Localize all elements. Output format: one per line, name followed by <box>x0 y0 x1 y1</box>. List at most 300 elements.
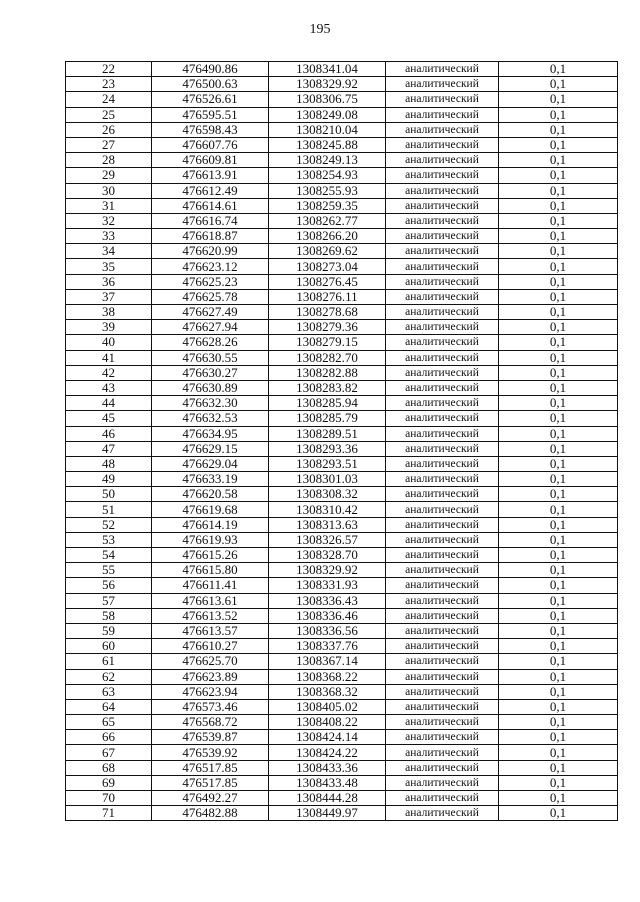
x-coordinate-cell: 476492.27 <box>152 791 269 806</box>
x-coordinate-cell: 476623.12 <box>152 259 269 274</box>
point-number-cell: 64 <box>66 699 152 714</box>
accuracy-cell: 0,1 <box>499 730 618 745</box>
point-number-cell: 40 <box>66 335 152 350</box>
y-coordinate-cell: 1308285.94 <box>269 396 386 411</box>
x-coordinate-cell: 476482.88 <box>152 806 269 821</box>
y-coordinate-cell: 1308259.35 <box>269 198 386 213</box>
x-coordinate-cell: 476607.76 <box>152 137 269 152</box>
method-cell: аналитический <box>386 532 499 547</box>
table-row <box>66 274 618 289</box>
x-coordinate-cell: 476620.58 <box>152 487 269 502</box>
table-row <box>66 198 618 213</box>
table-row <box>66 669 618 684</box>
x-coordinate-cell: 476595.51 <box>152 107 269 122</box>
y-coordinate-cell: 1308337.76 <box>269 639 386 654</box>
y-coordinate-cell: 1308249.08 <box>269 107 386 122</box>
y-coordinate-cell: 1308266.20 <box>269 229 386 244</box>
accuracy-cell: 0,1 <box>499 153 618 168</box>
point-number-cell: 46 <box>66 426 152 441</box>
point-number-cell: 47 <box>66 441 152 456</box>
x-coordinate-cell: 476500.63 <box>152 77 269 92</box>
x-coordinate-cell: 476615.80 <box>152 563 269 578</box>
point-number-cell: 34 <box>66 244 152 259</box>
x-coordinate-cell: 476630.27 <box>152 365 269 380</box>
x-coordinate-cell: 476625.78 <box>152 289 269 304</box>
page-number: 195 <box>309 22 331 37</box>
method-cell: аналитический <box>386 335 499 350</box>
table-row <box>66 335 618 350</box>
accuracy-cell: 0,1 <box>499 335 618 350</box>
x-coordinate-cell: 476609.81 <box>152 153 269 168</box>
accuracy-cell: 0,1 <box>499 229 618 244</box>
point-number-cell: 57 <box>66 593 152 608</box>
method-cell: аналитический <box>386 289 499 304</box>
point-number-cell: 43 <box>66 380 152 395</box>
y-coordinate-cell: 1308293.51 <box>269 456 386 471</box>
accuracy-cell: 0,1 <box>499 623 618 638</box>
point-number-cell: 27 <box>66 137 152 152</box>
y-coordinate-cell: 1308255.93 <box>269 183 386 198</box>
point-number-cell: 70 <box>66 791 152 806</box>
x-coordinate-cell: 476625.23 <box>152 274 269 289</box>
table-row <box>66 305 618 320</box>
table-row <box>66 62 618 77</box>
accuracy-cell: 0,1 <box>499 639 618 654</box>
y-coordinate-cell: 1308306.75 <box>269 92 386 107</box>
accuracy-cell: 0,1 <box>499 380 618 395</box>
accuracy-cell: 0,1 <box>499 365 618 380</box>
method-cell: аналитический <box>386 441 499 456</box>
accuracy-cell: 0,1 <box>499 517 618 532</box>
accuracy-cell: 0,1 <box>499 168 618 183</box>
coordinates-table-body <box>66 62 618 821</box>
method-cell: аналитический <box>386 487 499 502</box>
x-coordinate-cell: 476625.70 <box>152 654 269 669</box>
accuracy-cell: 0,1 <box>499 198 618 213</box>
method-cell: аналитический <box>386 775 499 790</box>
accuracy-cell: 0,1 <box>499 244 618 259</box>
method-cell: аналитический <box>386 456 499 471</box>
accuracy-cell: 0,1 <box>499 654 618 669</box>
y-coordinate-cell: 1308269.62 <box>269 244 386 259</box>
point-number-cell: 67 <box>66 745 152 760</box>
y-coordinate-cell: 1308433.48 <box>269 775 386 790</box>
y-coordinate-cell: 1308293.36 <box>269 441 386 456</box>
point-number-cell: 22 <box>66 62 152 77</box>
accuracy-cell: 0,1 <box>499 426 618 441</box>
y-coordinate-cell: 1308276.11 <box>269 289 386 304</box>
table-row <box>66 259 618 274</box>
x-coordinate-cell: 476573.46 <box>152 699 269 714</box>
table-row <box>66 122 618 137</box>
table-row <box>66 699 618 714</box>
accuracy-cell: 0,1 <box>499 745 618 760</box>
table-row <box>66 153 618 168</box>
method-cell: аналитический <box>386 502 499 517</box>
y-coordinate-cell: 1308249.13 <box>269 153 386 168</box>
method-cell: аналитический <box>386 62 499 77</box>
table-row <box>66 548 618 563</box>
method-cell: аналитический <box>386 426 499 441</box>
table-row <box>66 502 618 517</box>
method-cell: аналитический <box>386 411 499 426</box>
x-coordinate-cell: 476611.41 <box>152 578 269 593</box>
table-row <box>66 320 618 335</box>
table-row <box>66 715 618 730</box>
x-coordinate-cell: 476632.30 <box>152 396 269 411</box>
method-cell: аналитический <box>386 320 499 335</box>
table-row <box>66 396 618 411</box>
table-row <box>66 639 618 654</box>
accuracy-cell: 0,1 <box>499 289 618 304</box>
table-row <box>66 745 618 760</box>
y-coordinate-cell: 1308367.14 <box>269 654 386 669</box>
x-coordinate-cell: 476629.15 <box>152 441 269 456</box>
point-number-cell: 30 <box>66 183 152 198</box>
y-coordinate-cell: 1308329.92 <box>269 563 386 578</box>
table-row <box>66 654 618 669</box>
table-row <box>66 77 618 92</box>
y-coordinate-cell: 1308310.42 <box>269 502 386 517</box>
method-cell: аналитический <box>386 229 499 244</box>
x-coordinate-cell: 476630.89 <box>152 380 269 395</box>
x-coordinate-cell: 476613.52 <box>152 608 269 623</box>
table-row <box>66 411 618 426</box>
method-cell: аналитический <box>386 684 499 699</box>
method-cell: аналитический <box>386 305 499 320</box>
accuracy-cell: 0,1 <box>499 107 618 122</box>
y-coordinate-cell: 1308279.36 <box>269 320 386 335</box>
method-cell: аналитический <box>386 396 499 411</box>
point-number-cell: 71 <box>66 806 152 821</box>
y-coordinate-cell: 1308276.45 <box>269 274 386 289</box>
method-cell: аналитический <box>386 608 499 623</box>
point-number-cell: 32 <box>66 213 152 228</box>
x-coordinate-cell: 476598.43 <box>152 122 269 137</box>
method-cell: аналитический <box>386 806 499 821</box>
point-number-cell: 39 <box>66 320 152 335</box>
table-row <box>66 791 618 806</box>
x-coordinate-cell: 476619.93 <box>152 532 269 547</box>
point-number-cell: 33 <box>66 229 152 244</box>
method-cell: аналитический <box>386 77 499 92</box>
table-row <box>66 350 618 365</box>
point-number-cell: 51 <box>66 502 152 517</box>
x-coordinate-cell: 476568.72 <box>152 715 269 730</box>
table-row <box>66 487 618 502</box>
accuracy-cell: 0,1 <box>499 791 618 806</box>
x-coordinate-cell: 476517.85 <box>152 760 269 775</box>
y-coordinate-cell: 1308245.88 <box>269 137 386 152</box>
accuracy-cell: 0,1 <box>499 350 618 365</box>
x-coordinate-cell: 476614.61 <box>152 198 269 213</box>
accuracy-cell: 0,1 <box>499 593 618 608</box>
y-coordinate-cell: 1308433.36 <box>269 760 386 775</box>
x-coordinate-cell: 476615.26 <box>152 548 269 563</box>
accuracy-cell: 0,1 <box>499 259 618 274</box>
y-coordinate-cell: 1308368.22 <box>269 669 386 684</box>
y-coordinate-cell: 1308328.70 <box>269 548 386 563</box>
accuracy-cell: 0,1 <box>499 472 618 487</box>
y-coordinate-cell: 1308289.51 <box>269 426 386 441</box>
table-row <box>66 456 618 471</box>
accuracy-cell: 0,1 <box>499 456 618 471</box>
point-number-cell: 65 <box>66 715 152 730</box>
y-coordinate-cell: 1308405.02 <box>269 699 386 714</box>
x-coordinate-cell: 476632.53 <box>152 411 269 426</box>
table-row <box>66 426 618 441</box>
point-number-cell: 53 <box>66 532 152 547</box>
method-cell: аналитический <box>386 730 499 745</box>
accuracy-cell: 0,1 <box>499 77 618 92</box>
table-row <box>66 365 618 380</box>
point-number-cell: 36 <box>66 274 152 289</box>
accuracy-cell: 0,1 <box>499 684 618 699</box>
point-number-cell: 23 <box>66 77 152 92</box>
x-coordinate-cell: 476627.94 <box>152 320 269 335</box>
y-coordinate-cell: 1308341.04 <box>269 62 386 77</box>
x-coordinate-cell: 476629.04 <box>152 456 269 471</box>
x-coordinate-cell: 476610.27 <box>152 639 269 654</box>
point-number-cell: 25 <box>66 107 152 122</box>
y-coordinate-cell: 1308331.93 <box>269 578 386 593</box>
table-row <box>66 730 618 745</box>
method-cell: аналитический <box>386 578 499 593</box>
point-number-cell: 29 <box>66 168 152 183</box>
accuracy-cell: 0,1 <box>499 396 618 411</box>
table-row <box>66 775 618 790</box>
method-cell: аналитический <box>386 168 499 183</box>
method-cell: аналитический <box>386 548 499 563</box>
point-number-cell: 44 <box>66 396 152 411</box>
point-number-cell: 69 <box>66 775 152 790</box>
y-coordinate-cell: 1308273.04 <box>269 259 386 274</box>
table-row <box>66 593 618 608</box>
method-cell: аналитический <box>386 517 499 532</box>
accuracy-cell: 0,1 <box>499 532 618 547</box>
y-coordinate-cell: 1308285.79 <box>269 411 386 426</box>
point-number-cell: 28 <box>66 153 152 168</box>
method-cell: аналитический <box>386 198 499 213</box>
table-row <box>66 168 618 183</box>
table-row <box>66 806 618 821</box>
y-coordinate-cell: 1308424.22 <box>269 745 386 760</box>
point-number-cell: 60 <box>66 639 152 654</box>
point-number-cell: 50 <box>66 487 152 502</box>
point-number-cell: 48 <box>66 456 152 471</box>
table-row <box>66 244 618 259</box>
accuracy-cell: 0,1 <box>499 441 618 456</box>
y-coordinate-cell: 1308408.22 <box>269 715 386 730</box>
point-number-cell: 59 <box>66 623 152 638</box>
y-coordinate-cell: 1308444.28 <box>269 791 386 806</box>
x-coordinate-cell: 476614.19 <box>152 517 269 532</box>
x-coordinate-cell: 476619.68 <box>152 502 269 517</box>
accuracy-cell: 0,1 <box>499 715 618 730</box>
table-row <box>66 623 618 638</box>
method-cell: аналитический <box>386 791 499 806</box>
x-coordinate-cell: 476630.55 <box>152 350 269 365</box>
method-cell: аналитический <box>386 183 499 198</box>
y-coordinate-cell: 1308308.32 <box>269 487 386 502</box>
point-number-cell: 26 <box>66 122 152 137</box>
point-number-cell: 61 <box>66 654 152 669</box>
point-number-cell: 54 <box>66 548 152 563</box>
y-coordinate-cell: 1308262.77 <box>269 213 386 228</box>
point-number-cell: 49 <box>66 472 152 487</box>
y-coordinate-cell: 1308424.14 <box>269 730 386 745</box>
y-coordinate-cell: 1308326.57 <box>269 532 386 547</box>
x-coordinate-cell: 476623.89 <box>152 669 269 684</box>
x-coordinate-cell: 476633.19 <box>152 472 269 487</box>
table-row <box>66 578 618 593</box>
x-coordinate-cell: 476539.92 <box>152 745 269 760</box>
x-coordinate-cell: 476628.26 <box>152 335 269 350</box>
method-cell: аналитический <box>386 380 499 395</box>
y-coordinate-cell: 1308279.15 <box>269 335 386 350</box>
point-number-cell: 42 <box>66 365 152 380</box>
accuracy-cell: 0,1 <box>499 775 618 790</box>
x-coordinate-cell: 476539.87 <box>152 730 269 745</box>
point-number-cell: 24 <box>66 92 152 107</box>
method-cell: аналитический <box>386 623 499 638</box>
method-cell: аналитический <box>386 122 499 137</box>
x-coordinate-cell: 476618.87 <box>152 229 269 244</box>
table-row <box>66 137 618 152</box>
y-coordinate-cell: 1308336.46 <box>269 608 386 623</box>
accuracy-cell: 0,1 <box>499 487 618 502</box>
accuracy-cell: 0,1 <box>499 62 618 77</box>
y-coordinate-cell: 1308449.97 <box>269 806 386 821</box>
accuracy-cell: 0,1 <box>499 669 618 684</box>
point-number-cell: 31 <box>66 198 152 213</box>
method-cell: аналитический <box>386 350 499 365</box>
point-number-cell: 38 <box>66 305 152 320</box>
method-cell: аналитический <box>386 654 499 669</box>
accuracy-cell: 0,1 <box>499 608 618 623</box>
method-cell: аналитический <box>386 107 499 122</box>
method-cell: аналитический <box>386 745 499 760</box>
table-row <box>66 441 618 456</box>
x-coordinate-cell: 476627.49 <box>152 305 269 320</box>
coordinates-table <box>65 61 618 821</box>
y-coordinate-cell: 1308283.82 <box>269 380 386 395</box>
y-coordinate-cell: 1308336.43 <box>269 593 386 608</box>
method-cell: аналитический <box>386 365 499 380</box>
method-cell: аналитический <box>386 92 499 107</box>
y-coordinate-cell: 1308282.88 <box>269 365 386 380</box>
table-row <box>66 213 618 228</box>
method-cell: аналитический <box>386 213 499 228</box>
table-row <box>66 183 618 198</box>
y-coordinate-cell: 1308210.04 <box>269 122 386 137</box>
y-coordinate-cell: 1308301.03 <box>269 472 386 487</box>
x-coordinate-cell: 476613.91 <box>152 168 269 183</box>
table-row <box>66 107 618 122</box>
x-coordinate-cell: 476623.94 <box>152 684 269 699</box>
accuracy-cell: 0,1 <box>499 92 618 107</box>
point-number-cell: 55 <box>66 563 152 578</box>
x-coordinate-cell: 476517.85 <box>152 775 269 790</box>
method-cell: аналитический <box>386 639 499 654</box>
y-coordinate-cell: 1308313.63 <box>269 517 386 532</box>
accuracy-cell: 0,1 <box>499 760 618 775</box>
y-coordinate-cell: 1308254.93 <box>269 168 386 183</box>
accuracy-cell: 0,1 <box>499 563 618 578</box>
method-cell: аналитический <box>386 153 499 168</box>
point-number-cell: 58 <box>66 608 152 623</box>
accuracy-cell: 0,1 <box>499 183 618 198</box>
point-number-cell: 41 <box>66 350 152 365</box>
table-row <box>66 472 618 487</box>
accuracy-cell: 0,1 <box>499 502 618 517</box>
method-cell: аналитический <box>386 715 499 730</box>
point-number-cell: 66 <box>66 730 152 745</box>
table-row <box>66 92 618 107</box>
point-number-cell: 63 <box>66 684 152 699</box>
table-row <box>66 289 618 304</box>
accuracy-cell: 0,1 <box>499 305 618 320</box>
method-cell: аналитический <box>386 259 499 274</box>
table-row <box>66 517 618 532</box>
accuracy-cell: 0,1 <box>499 137 618 152</box>
y-coordinate-cell: 1308368.32 <box>269 684 386 699</box>
accuracy-cell: 0,1 <box>499 806 618 821</box>
point-number-cell: 68 <box>66 760 152 775</box>
point-number-cell: 45 <box>66 411 152 426</box>
table-row <box>66 380 618 395</box>
accuracy-cell: 0,1 <box>499 548 618 563</box>
point-number-cell: 37 <box>66 289 152 304</box>
accuracy-cell: 0,1 <box>499 411 618 426</box>
accuracy-cell: 0,1 <box>499 320 618 335</box>
x-coordinate-cell: 476612.49 <box>152 183 269 198</box>
table-row <box>66 229 618 244</box>
x-coordinate-cell: 476616.74 <box>152 213 269 228</box>
accuracy-cell: 0,1 <box>499 213 618 228</box>
accuracy-cell: 0,1 <box>499 274 618 289</box>
table-row <box>66 684 618 699</box>
table-row <box>66 608 618 623</box>
point-number-cell: 62 <box>66 669 152 684</box>
y-coordinate-cell: 1308329.92 <box>269 77 386 92</box>
method-cell: аналитический <box>386 669 499 684</box>
point-number-cell: 56 <box>66 578 152 593</box>
x-coordinate-cell: 476613.57 <box>152 623 269 638</box>
table-row <box>66 563 618 578</box>
y-coordinate-cell: 1308336.56 <box>269 623 386 638</box>
method-cell: аналитический <box>386 699 499 714</box>
method-cell: аналитический <box>386 472 499 487</box>
method-cell: аналитический <box>386 244 499 259</box>
accuracy-cell: 0,1 <box>499 578 618 593</box>
x-coordinate-cell: 476490.86 <box>152 62 269 77</box>
table-row <box>66 760 618 775</box>
x-coordinate-cell: 476620.99 <box>152 244 269 259</box>
y-coordinate-cell: 1308278.68 <box>269 305 386 320</box>
method-cell: аналитический <box>386 274 499 289</box>
method-cell: аналитический <box>386 760 499 775</box>
method-cell: аналитический <box>386 593 499 608</box>
y-coordinate-cell: 1308282.70 <box>269 350 386 365</box>
point-number-cell: 52 <box>66 517 152 532</box>
x-coordinate-cell: 476634.95 <box>152 426 269 441</box>
method-cell: аналитический <box>386 137 499 152</box>
point-number-cell: 35 <box>66 259 152 274</box>
x-coordinate-cell: 476526.61 <box>152 92 269 107</box>
accuracy-cell: 0,1 <box>499 699 618 714</box>
accuracy-cell: 0,1 <box>499 122 618 137</box>
